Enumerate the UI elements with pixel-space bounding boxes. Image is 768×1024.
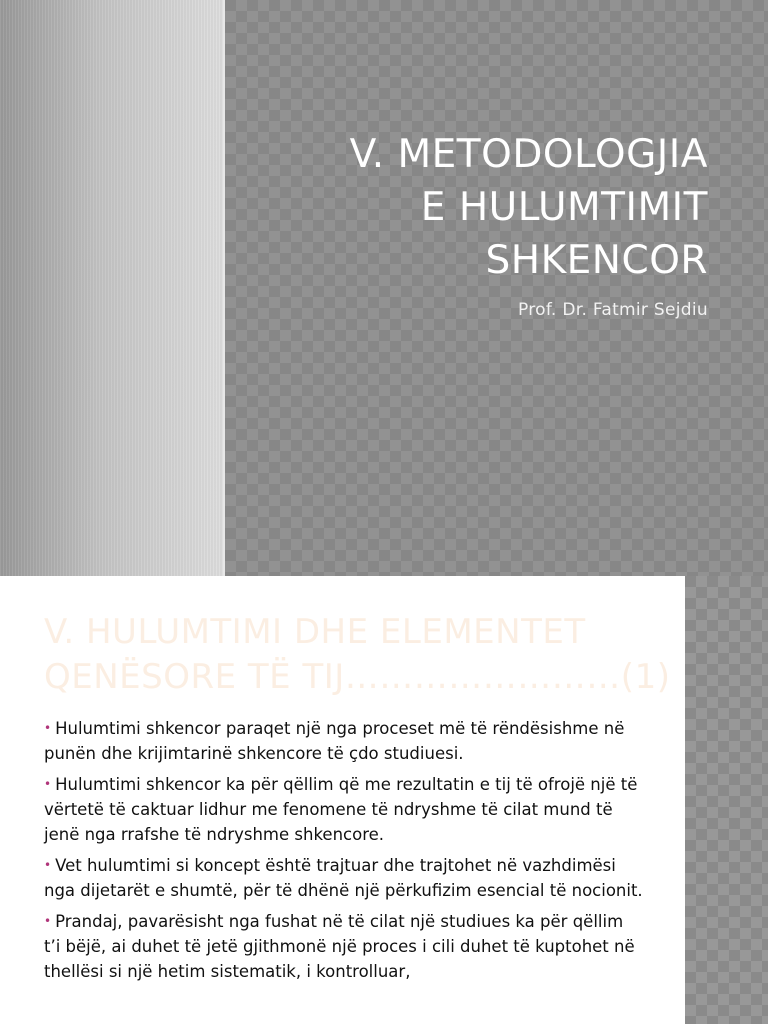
list-item [44,909,644,984]
content-title-line-1: V. HULUMTIMI DHE ELEMENTET [44,612,586,652]
bullet-text: Hulumtimi shkencor ka për qëllim që me rezultatin e tij të ofrojë një të vërtetë të caktuar lidhur me fenomene të ndryshme të cilat mund të jenë nga rrafshe të ndryshme shkencore. [44,775,638,844]
patterned-sidebar [685,576,768,1024]
bullet-list [44,716,644,990]
content-slide [0,576,768,1024]
bullet-text: Prandaj, pavarësisht nga fushat në të cilat një studiues ka për qëllim t’i bëjë, ai duhet të jetë gjithmonë një proces i cili duhet të kuptohet në thellësi si një hetim sistematik, i kontrolluar, [44,912,635,981]
title-line-2: E HULUMTIMIT [420,185,708,230]
title-line-1: V. METODOLOGJIA [349,132,708,177]
bullet-icon: • [44,721,52,735]
bullet-icon: • [44,858,52,872]
patterned-background [225,0,768,576]
bullet-icon: • [44,777,52,791]
title-line-3: SHKENCOR [485,238,708,283]
content-title-line-2: QENËSORE TË TIJ……………………(1) [44,657,671,697]
bullet-icon: • [44,914,52,928]
bullet-text: Hulumtimi shkencor paraqet një nga proceset më të rëndësishme në punën dhe krijimtarinë shkencore të çdo studiuesi. [44,719,625,763]
content-slide-title [44,610,674,700]
bullet-text: Vet hulumtimi si koncept është trajtuar dhe trajtohet në vazhdimësi nga dijetarët e shumtë, për të dhënë një përkufizim esencial të nocionit. [44,856,643,900]
slide-title [228,128,708,287]
list-item [44,716,644,766]
left-gradient-panel [0,0,223,576]
list-item [44,772,644,847]
slide-subtitle-author: Prof. Dr. Fatmir Sejdiu [518,300,708,320]
list-item [44,853,644,903]
